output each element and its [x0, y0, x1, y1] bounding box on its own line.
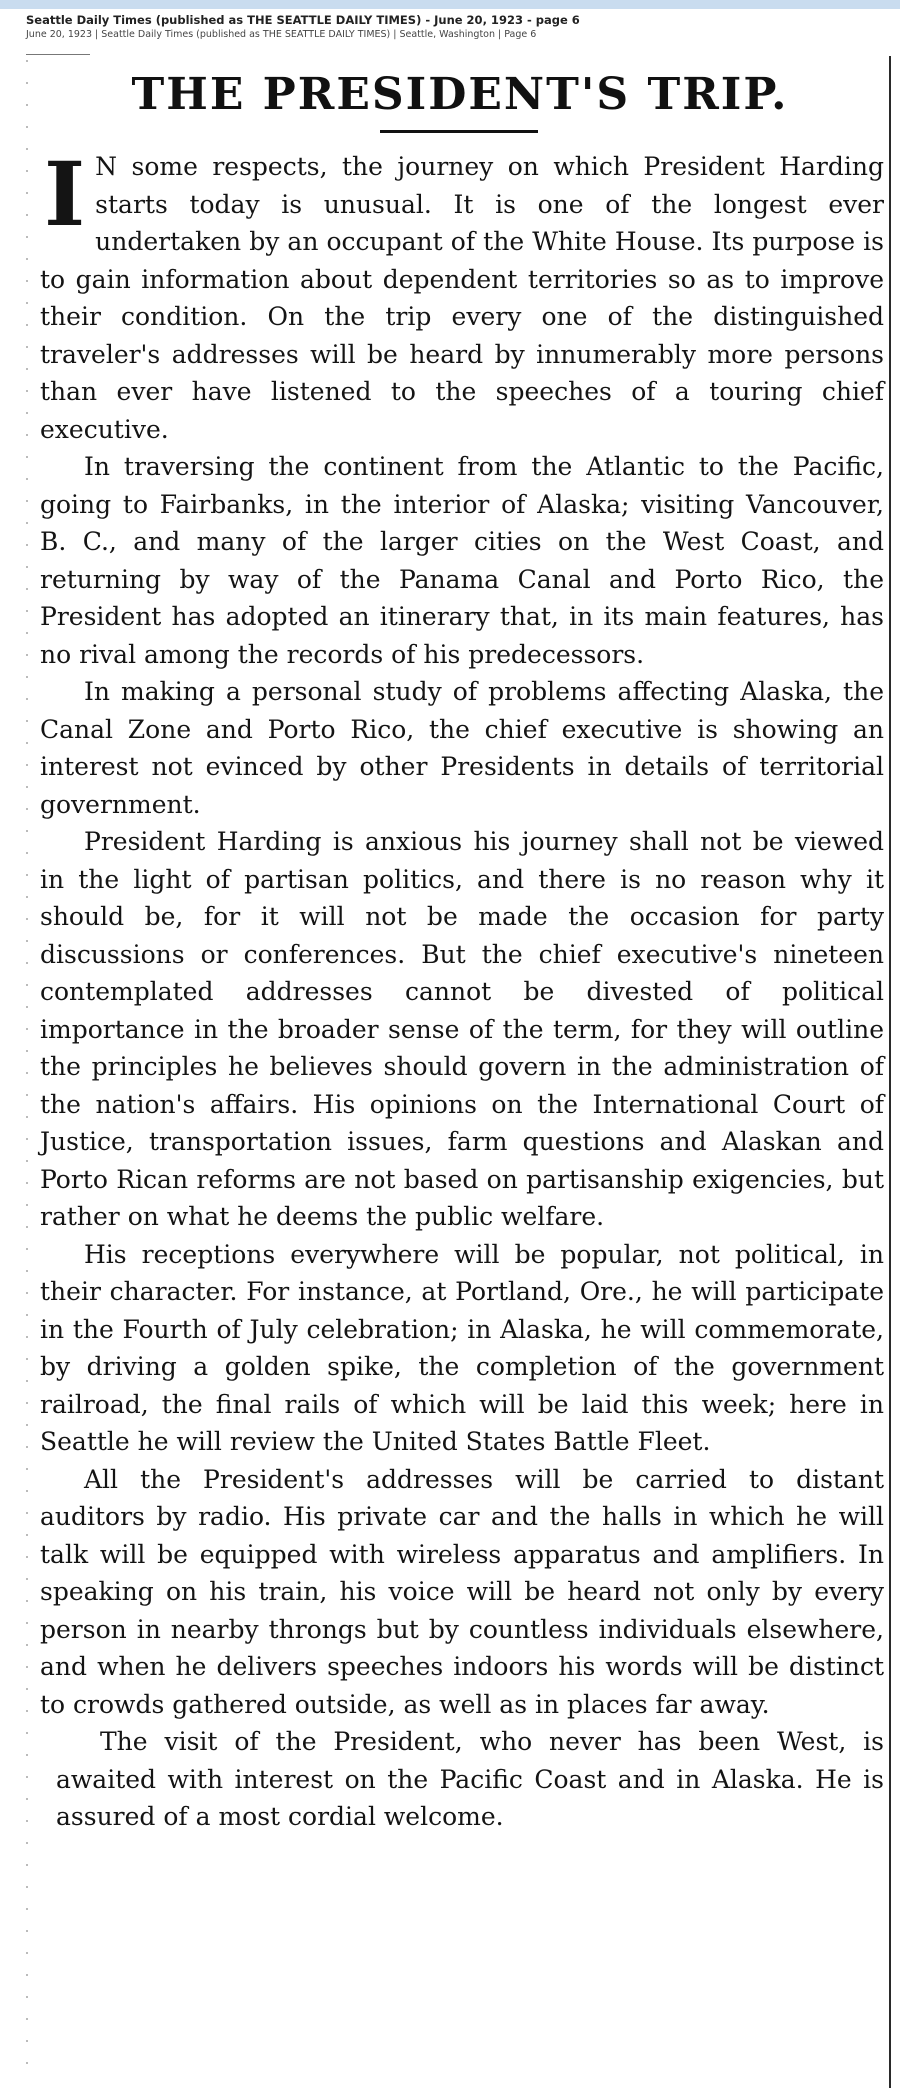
top-toolbar-strip	[0, 0, 900, 9]
article-paragraph-5: His receptions everywhere will be popular, not political, in their character. For instance, at Portland, Ore., he will participate in the Fourth of July celebration; in Alaska, he will commemorate, by driving a golden spike, the completion of the government railroad, the final rails of which will be laid this week; here in Seattle he will review the United States Battle Fleet.	[40, 1239, 884, 1456]
page-header	[26, 12, 886, 42]
article-paragraph-7: The visit of the President, who never has been West, is awaited with interest on the Pacific Coast and in Alaska. He is assured of a most cordial welcome.	[56, 1727, 884, 1831]
article-body	[40, 142, 884, 1836]
drop-cap: I	[44, 142, 86, 246]
article-paragraph-6: All the President's addresses will be carried to distant auditors by radio. His private car and the halls in which he will talk will be equipped with wireless apparatus and amplifiers. In speaking on his train, his voice will be heard not only by every person in nearby throngs but by countless individuals elsewhere, and when he delivers speeches indoors his words will be distinct to crowds gathered outside, as well as in places far away.	[40, 1464, 884, 1719]
column-rule-right	[889, 56, 891, 2088]
article-headline: THE PRESIDENT'S TRIP.	[131, 69, 789, 120]
paragraph-text: N some respects, the journey on which President Harding starts today is unusual. It is one of the longest ever undertaken by an occupant of the White House. Its purpose is to gain information about dependent territories so as to improve their condition. On the trip every one of the distinguished traveler's addresses will be heard by innumerably more persons than ever have listened to the speeches of a touring chief executive.	[40, 152, 884, 444]
article-paragraph-4: President Harding is anxious his journey shall not be viewed in the light of partisan politics, and there is no reason why it should be, for it will not be made the occasion for party discussions or conferences. But the chief executive's nineteen contemplated addresses cannot be divested of political importance in the broader sense of the term, for they will outline the principles he believes should govern in the administration of the nation's affairs. His opinions on the International Court of Justice, transportation issues, farm questions and Alaskan and Porto Rican reforms are not based on partisanship exigencies, but rather on what he deems the public welfare.	[40, 827, 884, 1231]
article-paragraph-2: In traversing the continent from the Atlantic to the Pacific, going to Fairbanks, in the interior of Alaska; visiting Vancouver, B. C., and many of the larger cities on the West Coast, and returning by way of the Panama Canal and Porto Rico, the President has adopted an itinerary that, in its main features, has no rival among the records of his predecessors.	[40, 452, 884, 669]
article-paragraph-3: In making a personal study of problems affecting Alaska, the Canal Zone and Porto Rico, the chief executive is showing an interest not evinced by other Presidents in details of territorial government.	[40, 677, 884, 819]
publication-title: Seattle Daily Times (published as THE SEATTLE DAILY TIMES) - June 20, 1923 - page 6	[26, 13, 580, 27]
article-paragraph-1	[40, 142, 884, 448]
publication-subtitle: June 20, 1923 | Seattle Daily Times (published as THE SEATTLE DAILY TIMES) | Seattle, Washington | Page 6	[26, 29, 537, 40]
header-divider	[26, 54, 90, 55]
headline-underline	[380, 130, 538, 133]
column-edge-left	[26, 60, 28, 2080]
